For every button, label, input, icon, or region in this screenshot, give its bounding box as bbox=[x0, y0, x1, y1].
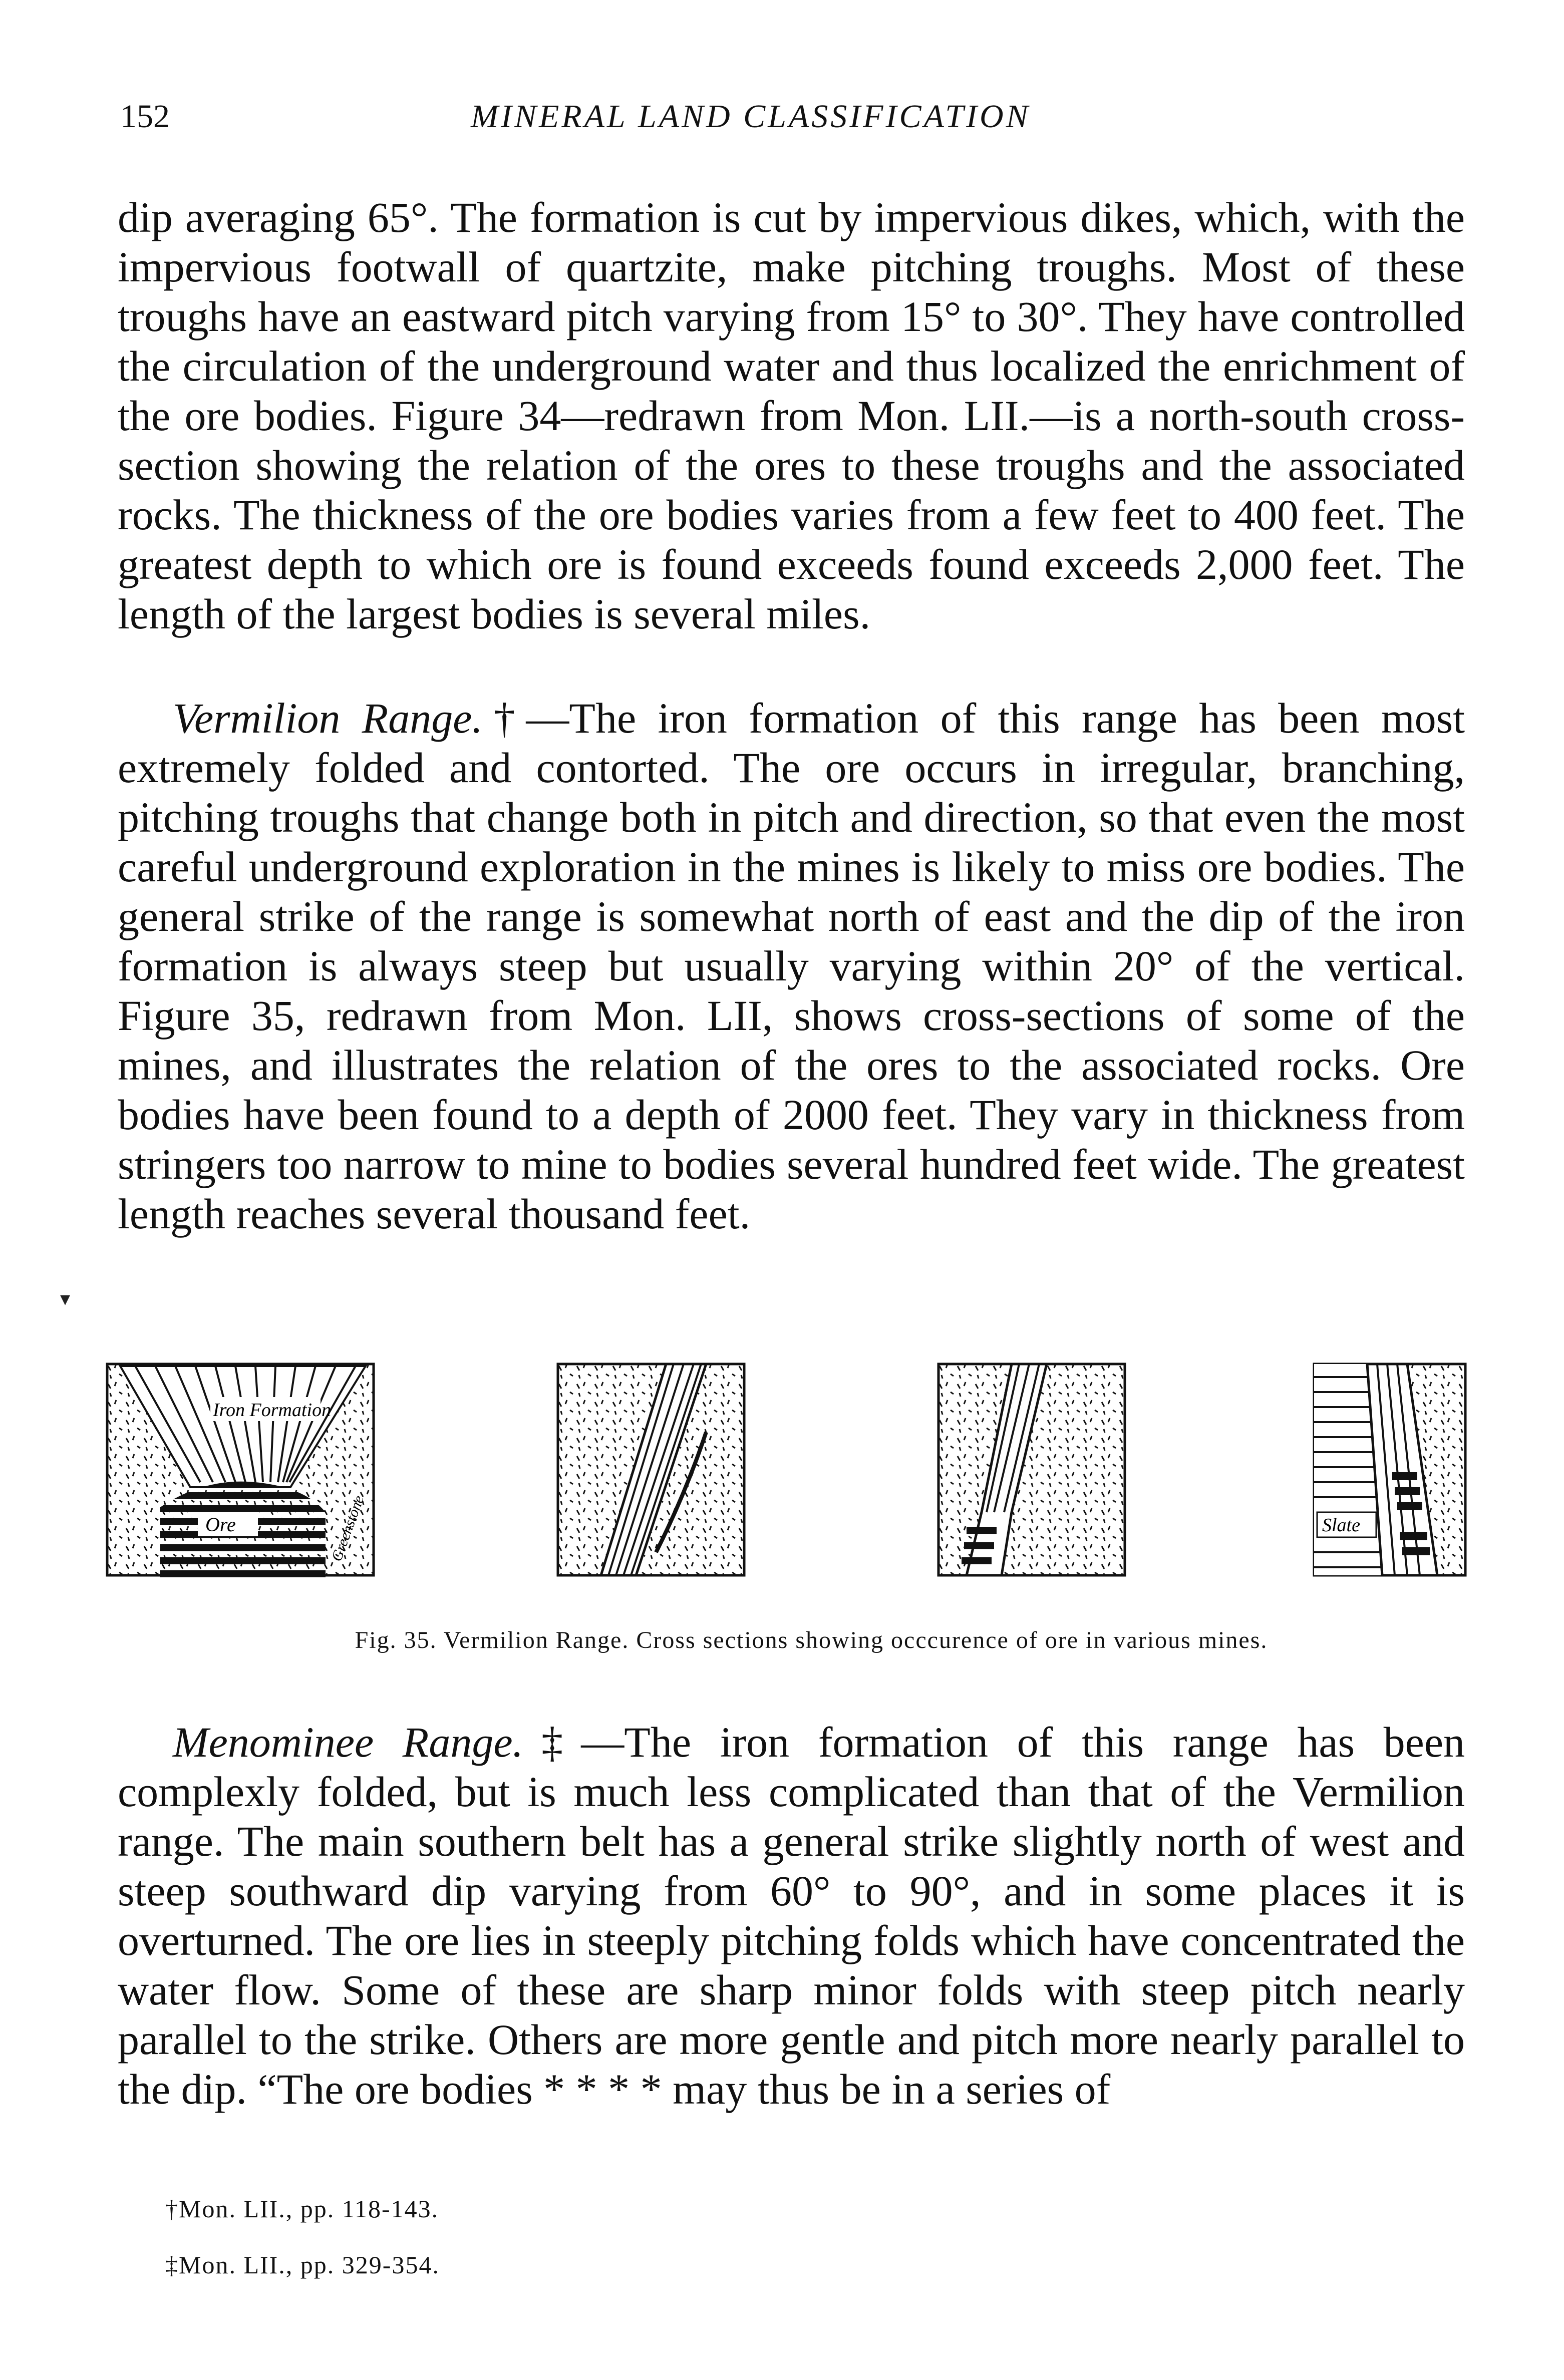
running-head bbox=[120, 98, 1472, 143]
cross-section-1 bbox=[105, 1362, 376, 1577]
label-greenstone: Greenstone bbox=[328, 1493, 368, 1564]
paragraph-vermilion bbox=[118, 694, 1465, 1239]
menominee-heading: Menominee Range. bbox=[173, 1718, 523, 1766]
vermilion-text: —The iron formation of this range has been most extremely folded and contorted. The ore occurs in irregular, branching, pitching troughs that change both in pitch and direction, so that even the most careful underground exploration in the mines is likely to miss ore bodies. The general strike of the range is somewhat north of east and the dip of the iron formation is always steep but usually varying within 20° of the vertical. Figure 35, redrawn from Mon. LII, shows cross-sections of some of the mines, and illustrates the relation of the ores to the associated rocks. Ore bodies have been found to a depth of 2000 feet. They vary in thickness from stringers too narrow to mine to bodies several hundred feet wide. The greatest length reaches several thousand feet. bbox=[118, 694, 1465, 1238]
label-slate: Slate bbox=[1322, 1515, 1360, 1536]
footnote-2: ‡Mon. LII., pp. 329-354. bbox=[165, 2251, 440, 2279]
vermilion-heading: Vermilion Range. bbox=[173, 694, 483, 742]
paragraph-menominee bbox=[118, 1718, 1465, 2114]
cross-section-2 bbox=[556, 1362, 746, 1577]
cross-section-4 bbox=[1312, 1362, 1467, 1577]
footnotes bbox=[165, 2181, 440, 2293]
print-speck: ▾ bbox=[60, 1287, 71, 1310]
figure-35 bbox=[105, 1362, 1467, 1587]
footnote-mark-dagger: † bbox=[482, 694, 526, 742]
footnote-1: †Mon. LII., pp. 118-143. bbox=[165, 2195, 439, 2223]
running-title: MINERAL LAND CLASSIFICATION bbox=[471, 98, 1031, 135]
footnote-mark-double-dagger: ‡ bbox=[523, 1718, 581, 1766]
label-iron-formation: Iron Formation bbox=[213, 1400, 332, 1421]
cross-section-3 bbox=[936, 1362, 1127, 1577]
page-number: 152 bbox=[120, 98, 170, 135]
paragraph-1: dip averaging 65°. The formation is cut by impervious dikes, which, with the impervious footwall of quartzite, make pitching troughs. Most of these troughs have an eastward pitch varying from 15° to 30°. They have controlled the circulation of the underground water and thus localized the enrichment of the ore bodies. Figure 34—redrawn from Mon. LII.—is a north-south cross-section showing the relation of the ores to these troughs and the associated rocks. The thickness of the ore bodies varies from a few feet to 400 feet. The greatest depth to which ore is found exceeds found exceeds 2,000 feet. The length of the largest bodies is several miles. bbox=[118, 193, 1465, 638]
figure-caption: Fig. 35. Vermilion Range. Cross sections showing occcurence of ore in various mines. bbox=[355, 1627, 1268, 1653]
menominee-text: —The iron formation of this range has been complexly folded, but is much less complicated than that of the Vermilion range. The main southern belt has a general strike slightly north of west and steep southward dip varying from 60° to 90°, and in some places it is overturned. The ore lies in steeply pitching folds which have concentrated the water flow. Some of these are sharp minor folds with steep pitch nearly parallel to the strike. Others are more gentle and pitch more nearly parallel to the dip. “The ore bodies * * * * may thus be in a series of bbox=[118, 1718, 1465, 2113]
label-ore: Ore bbox=[205, 1513, 236, 1536]
